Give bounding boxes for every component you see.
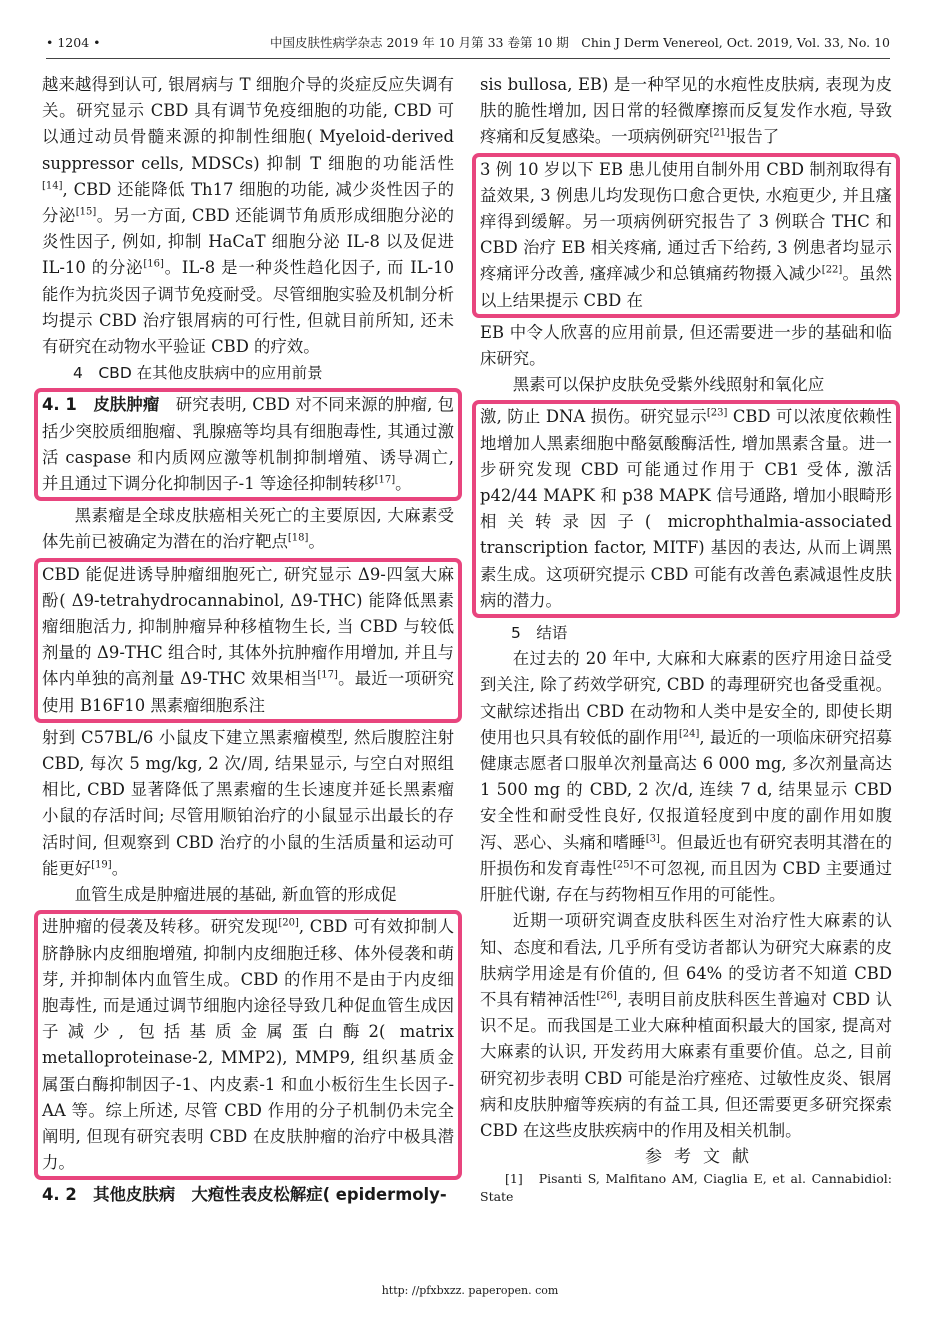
citation: [14] [42, 180, 63, 192]
citation: [22] [821, 264, 843, 276]
citation: [18] [287, 532, 309, 544]
highlight-box [472, 400, 900, 618]
citation: [15] [75, 206, 97, 218]
footer-url: http: //pfxbxzz. paperopen. com [381, 1284, 559, 1297]
paragraph-thc: CBD 能促进诱导肿瘤细胞死亡, 研究显示 Δ9-四氢大麻酚( Δ9-tetrahydrocannabinol, Δ9-THC) 能降低黑素瘤细胞活力, 抑制肿瘤异种移植物生长, 当 CBD 与较低剂量的 Δ9-THC 组合时, 其体外抗肿瘤作用增加, 并且与体内单独的高剂量 Δ9-THC 效果相当[17]。最近一项研究使用 B16F10 黑素瘤细胞系注 [42, 564, 455, 715]
journal-citation: 中国皮肤性病学杂志 2019 年 10 月第 33 卷第 10 期 Chin J Derm Venereol, Oct. 2019, Vol. 33, No. 10 [269, 35, 890, 50]
references-heading: 参考文献 [645, 1147, 761, 1168]
left-column [42, 72, 454, 1209]
citation: [17] [317, 670, 338, 681]
section-heading-4: 4 CBD 在其他皮肤病中的应用前景 [73, 364, 323, 383]
citation: [23] [706, 407, 728, 419]
paragraph-angiogenesis: 进肿瘤的侵袭及转移。研究发现[20], CBD 可有效抑制人脐静脉内皮细胞增殖, 抑制内皮细胞迁移、体外侵袭和萌芽, 并抑制体内血管生成。CBD 的作用不是由于内皮细胞毒性, 而是通过调节细胞内途径导致几种促血管生成因子减少, 包括基质金属蛋白酶2( matrix metalloproteinase-2, MMP2), MMP9, 组织基质金属蛋白酶抑制因子-1、内皮素-1 和血小板衍生生长因子-AA 等。综上所述, 尽管 CBD 作用的分子机制仍未完全阐明, 但现有研究表明 CBD 在皮肤肿瘤的治疗中极具潜力。 [42, 917, 455, 1173]
paragraph-eb: sis bullosa, EB) 是一种罕见的水疱性皮肤病, 表现为皮肤的脆性增加, 因日常的轻微摩擦而反复发作水疱, 导致疼痛和反复感染。一项病例研究[21]报告了 [480, 75, 892, 147]
highlight-box [34, 910, 462, 1180]
reference-item: [1] Pisanti S, Malfitano AM, Ciaglia E, et al. Cannabidiol: State [480, 1171, 892, 1205]
highlight-box [34, 558, 462, 723]
section-heading-5: 5 结语 [511, 624, 568, 643]
citation: [25] [612, 859, 634, 871]
paragraph-survey: 近期一项研究调查皮肤科医生对治疗性大麻素的认知、态度和看法, 几乎所有受访者都认为研究大麻素的皮肤病学用途是有价值的, 但 64% 的受访者不知道 CBD 不具有精神活性[26], 表明目前皮肤科医生普遍对 CBD 认识不足。而我国是工业大麻种植面积最大的国家, 提高对大麻素的认识, 开发药用大麻素有重要价值。总之, 目前研究初步表明 CBD 可能是治疗痤疮、过敏性皮炎、银屑病和皮肤肿瘤等疾病的有益工具, 但还需要更多研究探索 CBD 在这些皮肤疾病中的作用及相关机制。 [480, 911, 892, 1140]
citation: [20] [278, 917, 299, 929]
right-column [480, 72, 892, 1206]
paragraph-safety: 在过去的 20 年中, 大麻和大麻素的医疗用途日益受到关注, 除了药效学研究, CBD 的毒理研究也备受重视。文献综述指出 CBD 在动物和人类中是安全的, 即使长期使用也只具有较低的副作用[24], 最近的一项临床研究招募健康志愿者口服单次剂量高达 6 000 mg, 多次剂量高达 1 500 mg 的 CBD, 2 次/d, 连续 7 d, 结果显示 CBD 安全性和耐受性良好, 仅报道轻度到中度的副作用如腹泻、恶心、头痛和嗜睡[3]。但最近也有研究表明其潜在的肝损伤和发育毒性[25]不可忽视, 而且因为 CBD 主要通过肝脏代谢, 存在与药物相互作用的可能性。 [480, 649, 893, 905]
header-divider [46, 58, 890, 59]
highlight-box [472, 153, 900, 318]
citation: [16] [143, 258, 164, 270]
citation: [26] [596, 990, 617, 1002]
running-header [46, 30, 890, 54]
citation: [3] [645, 833, 660, 845]
citation: [24] [678, 728, 700, 740]
paragraph-melanoma: 黑素瘤是全球皮肤癌相关死亡的主要原因, 大麻素受体先前已被确定为潜在的治疗靶点[18]。 [42, 506, 454, 552]
paragraph-eb-cases: 3 例 10 岁以下 EB 患儿使用自制外用 CBD 制剂取得有益效果, 3 例患儿均发现伤口愈合更快, 水疱更少, 并且瘙痒得到缓解。另一项病例研究报告了 3 例联合 THC 和 CBD 治疗 EB 相关疼痛, 通过舌下给药, 3 例患者均显示疼痛评分改善, 瘙痒减少和总镇痛药物摄入减少[22]。虽然以上结果提示 CBD 在 [480, 159, 893, 310]
paragraph-mouse-model: 射到 C57BL/6 小鼠皮下建立黑素瘤模型, 然后腹腔注射 CBD, 每次 5 mg/kg, 2 次/周, 结果显示, 与空白对照组相比, CBD 显著降低了黑素瘤的生长速度并延长黑素瘤小鼠的存活时间; 尽管用顺铂治疗的小鼠显示出最长的存活时间, 但观察到 CBD 治疗的小鼠的生活质量和运动可能更好[19]。 [42, 727, 454, 878]
citation: [17] [374, 474, 396, 486]
paragraph-psoriasis: 越来越得到认可, 银屑病与 T 细胞介导的炎症反应失调有关。研究显示 CBD 具有调节免疫细胞的功能, CBD 可以通过动员骨髓来源的抑制性细胞( Myeloid-derived suppressor cells, MDSCs) 抑制 T 细胞的功能活性[14], CBD 还能降低 Th17 细胞的功能, 减少炎性因子的分泌[15]。另一方面, CBD 还能调节角质形成细胞分泌的炎性因子, 例如, 抑制 HaCaT 细胞分泌 IL-8 以及促进 IL-10 的分泌[16]。IL-8 是一种炎性趋化因子, 而 IL-10 能作为抗炎因子调节免疫耐受。尽管细胞实验及机制分析均提示 CBD 治疗银屑病的可行性, 但就目前所知, 还未有研究在动物水平验证 CBD 的疗效。 [42, 75, 455, 357]
paragraph-melanin-start: 黑素可以保护皮肤免受紫外线照射和氧化应 [512, 375, 825, 395]
subsection-heading-4-1: 4. 1 皮肤肿瘤 [42, 395, 160, 415]
citation: [21] [709, 127, 730, 139]
page-number: • 1204 • [46, 34, 101, 50]
paragraph-skin-tumor: 4. 1 皮肤肿瘤 研究表明, CBD 对不同来源的肿瘤, 包括少突胶质细胞瘤、乳腺癌等均具有细胞毒性, 其通过激活 caspase 和内质网应激等机制抑制增殖、诱导凋亡, 并且通过下调分化抑制因子-1 等途径抑制转移[17]。 [42, 395, 454, 494]
paragraph-angiogenesis-start: 血管生成是肿瘤进展的基础, 新血管的形成促 [74, 885, 397, 905]
citation: [19] [91, 859, 112, 871]
paragraph-eb-outlook: EB 中令人欣喜的应用前景, 但还需要进一步的基础和临床研究。 [480, 322, 892, 369]
paragraph-melanin: 激, 防止 DNA 损伤。研究显示[23] CBD 可以浓度依赖性地增加人黑素细胞中酪氨酸酶活性, 增加黑素含量。进一步研究发现 CBD 可能通过作用于 CB1 受体, 激活 p42/44 MAPK 和 p38 MAPK 信号通路, 增加小眼畸形相关转录因子( microphthalmia-associated transcription factor, MITF) 基因的表达, 从而上调黑素生成。这项研究提示 CBD 可能有改善色素减退性皮肤病的潜力。 [480, 407, 892, 610]
highlight-box [34, 388, 462, 501]
subsection-heading-4-2: 4. 2 其他皮肤病 大疱性表皮松解症( epidermoly- [42, 1185, 447, 1205]
